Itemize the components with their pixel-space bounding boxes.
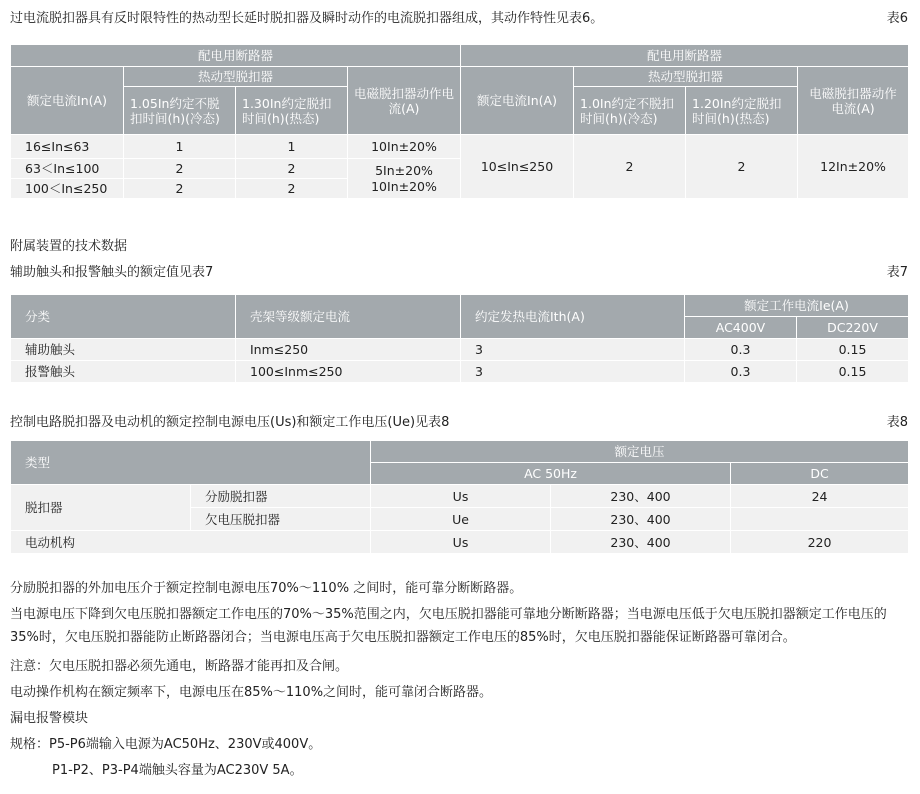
table6-left-t1-header: 1.05In约定不脱扣时间(h)(冷态) (124, 87, 236, 135)
table8-dc (731, 508, 909, 531)
table6-left-thermal-header: 热动型脱扣器 (124, 67, 348, 87)
paragraph: 当电源电压下降到欠电压脱扣器额定工作电压的70%～35%范围之内，欠电压脱扣器能可靠地分断断路器；当电源电压低于欠电压脱扣器额定工作电压的35%时，欠电压脱扣器能防止断路器闭合；当电源电压高于欠电压脱扣器额定工作电压的85%时，欠电压脱扣器能保证断路器可靠闭合。 (10, 607, 887, 645)
table6-t2: 1 (236, 135, 348, 159)
table8-ac: 230、400 (551, 485, 731, 508)
paragraph: 电动操作机构在额定频率下，电源电压在85%～110%之间时，能可靠闭合断路器。 (10, 685, 493, 700)
table7-category-header: 分类 (11, 295, 236, 339)
table6-right-t1: 2 (574, 135, 686, 199)
table-row (11, 531, 909, 554)
section-heading: 附属装置的技术数据 (10, 239, 128, 254)
table7-category: 辅助触头 (11, 339, 236, 361)
table8-dc-header: DC (731, 463, 909, 485)
table6-left-group-header: 配电用断路器 (11, 45, 461, 67)
table7-caption: 辅助触头和报警触头的额定值见表7 (10, 265, 214, 280)
intro-text: 过电流脱扣器具有反时限特性的热动型长延时脱扣器及瞬时动作的电流脱扣器组成，其动作特性见表6。 (10, 11, 604, 26)
table6-range: 16≤In≤63 (11, 135, 124, 159)
table6-t2: 2 (236, 179, 348, 199)
table7-ac: 0.3 (685, 339, 797, 361)
table8-sym: Us (371, 531, 551, 554)
table6-mag: 5In±20% (375, 162, 433, 178)
table6-mag: 10In±20% (371, 178, 437, 194)
table7-ith-header: 约定发热电流Ith(A) (461, 295, 685, 339)
table7-label: 表7 (886, 265, 908, 280)
table6-right-thermal-header: 热动型脱扣器 (574, 67, 798, 87)
paragraph: 漏电报警模块 (10, 711, 89, 726)
table-row (11, 135, 909, 159)
table7-frame: 100≤Inm≤250 (236, 361, 461, 383)
table8-sub: 欠电压脱扣器 (191, 508, 371, 531)
table8-sym: Us (371, 485, 551, 508)
table8-caption: 控制电路脱扣器及电动机的额定控制电源电压(Us)和额定工作电压(Ue)见表8 (10, 415, 450, 430)
table7-ac: 0.3 (685, 361, 797, 383)
table7-ie-header: 额定工作电流Ie(A) (685, 295, 909, 317)
paragraph: 分励脱扣器的外加电压介于额定控制电源电压70%～110% 之间时，能可靠分断断路器。 (10, 581, 523, 596)
table8-sub: 分励脱扣器 (191, 485, 371, 508)
table8-ac: 230、400 (551, 508, 731, 531)
table8-dc: 24 (731, 485, 909, 508)
table7-dc-header: DC220V (797, 317, 909, 339)
table6-right-t2: 2 (686, 135, 798, 199)
table6-right-rated-header: 额定电流In(A) (461, 67, 574, 135)
table8-ac-header: AC 50Hz (371, 463, 731, 485)
table7-frame-header: 壳架等级额定电流 (236, 295, 461, 339)
table6-right-t1-header: 1.0In约定不脱扣时间(h)(冷态) (574, 87, 686, 135)
table6-t2: 2 (236, 159, 348, 179)
table6-right-mag: 12In±20% (798, 135, 909, 199)
table7-frame: Inm≤250 (236, 339, 461, 361)
table6-t1: 2 (124, 179, 236, 199)
paragraph: P1-P2、P3-P4端触头容量为AC230V 5A。 (52, 763, 303, 778)
table-row (11, 361, 909, 383)
table8-label: 表8 (886, 415, 908, 430)
table8-rated-voltage-header: 额定电压 (371, 441, 909, 463)
table6-t1: 2 (124, 159, 236, 179)
table6-right-t2-header: 1.20In约定脱扣时间(h)(热态) (686, 87, 798, 135)
table6-right-group-header: 配电用断路器 (461, 45, 909, 67)
table6-range: 100＜In≤250 (11, 179, 124, 199)
table6-right-mag-header: 电磁脱扣器动作电流(A) (798, 67, 909, 135)
table8-type-header: 类型 (11, 441, 371, 485)
table6-left-mag-header: 电磁脱扣器动作电流(A) (348, 67, 461, 135)
table8-ac: 230、400 (551, 531, 731, 554)
table7-ith: 3 (461, 339, 685, 361)
table-row (11, 485, 909, 508)
table7-ith: 3 (461, 361, 685, 383)
table6-right-range: 10≤In≤250 (461, 135, 574, 199)
table6-t1: 1 (124, 135, 236, 159)
table8-motor: 电动机构 (11, 531, 371, 554)
table6 (10, 44, 909, 199)
table7 (10, 294, 909, 383)
paragraph: 注意：欠电压脱扣器必须先通电，断路器才能再扣及合闸。 (10, 659, 349, 674)
table8-release-group: 脱扣器 (11, 485, 191, 531)
table7-dc: 0.15 (797, 361, 909, 383)
table8-dc: 220 (731, 531, 909, 554)
table7-ac-header: AC400V (685, 317, 797, 339)
table7-dc: 0.15 (797, 339, 909, 361)
paragraph: 规格：P5-P6端输入电源为AC50Hz、230V或400V。 (10, 737, 322, 752)
table6-mag: 10In±20% (348, 135, 461, 159)
table8-sym: Ue (371, 508, 551, 531)
table-row (11, 339, 909, 361)
table6-range: 63＜In≤100 (11, 159, 124, 179)
table8 (10, 440, 909, 554)
table6-mag-merged (348, 159, 461, 199)
table7-category: 报警触头 (11, 361, 236, 383)
table6-left-t2-header: 1.30In约定脱扣时间(h)(热态) (236, 87, 348, 135)
table6-label: 表6 (886, 11, 908, 26)
table6-left-rated-header: 额定电流In(A) (11, 67, 124, 135)
